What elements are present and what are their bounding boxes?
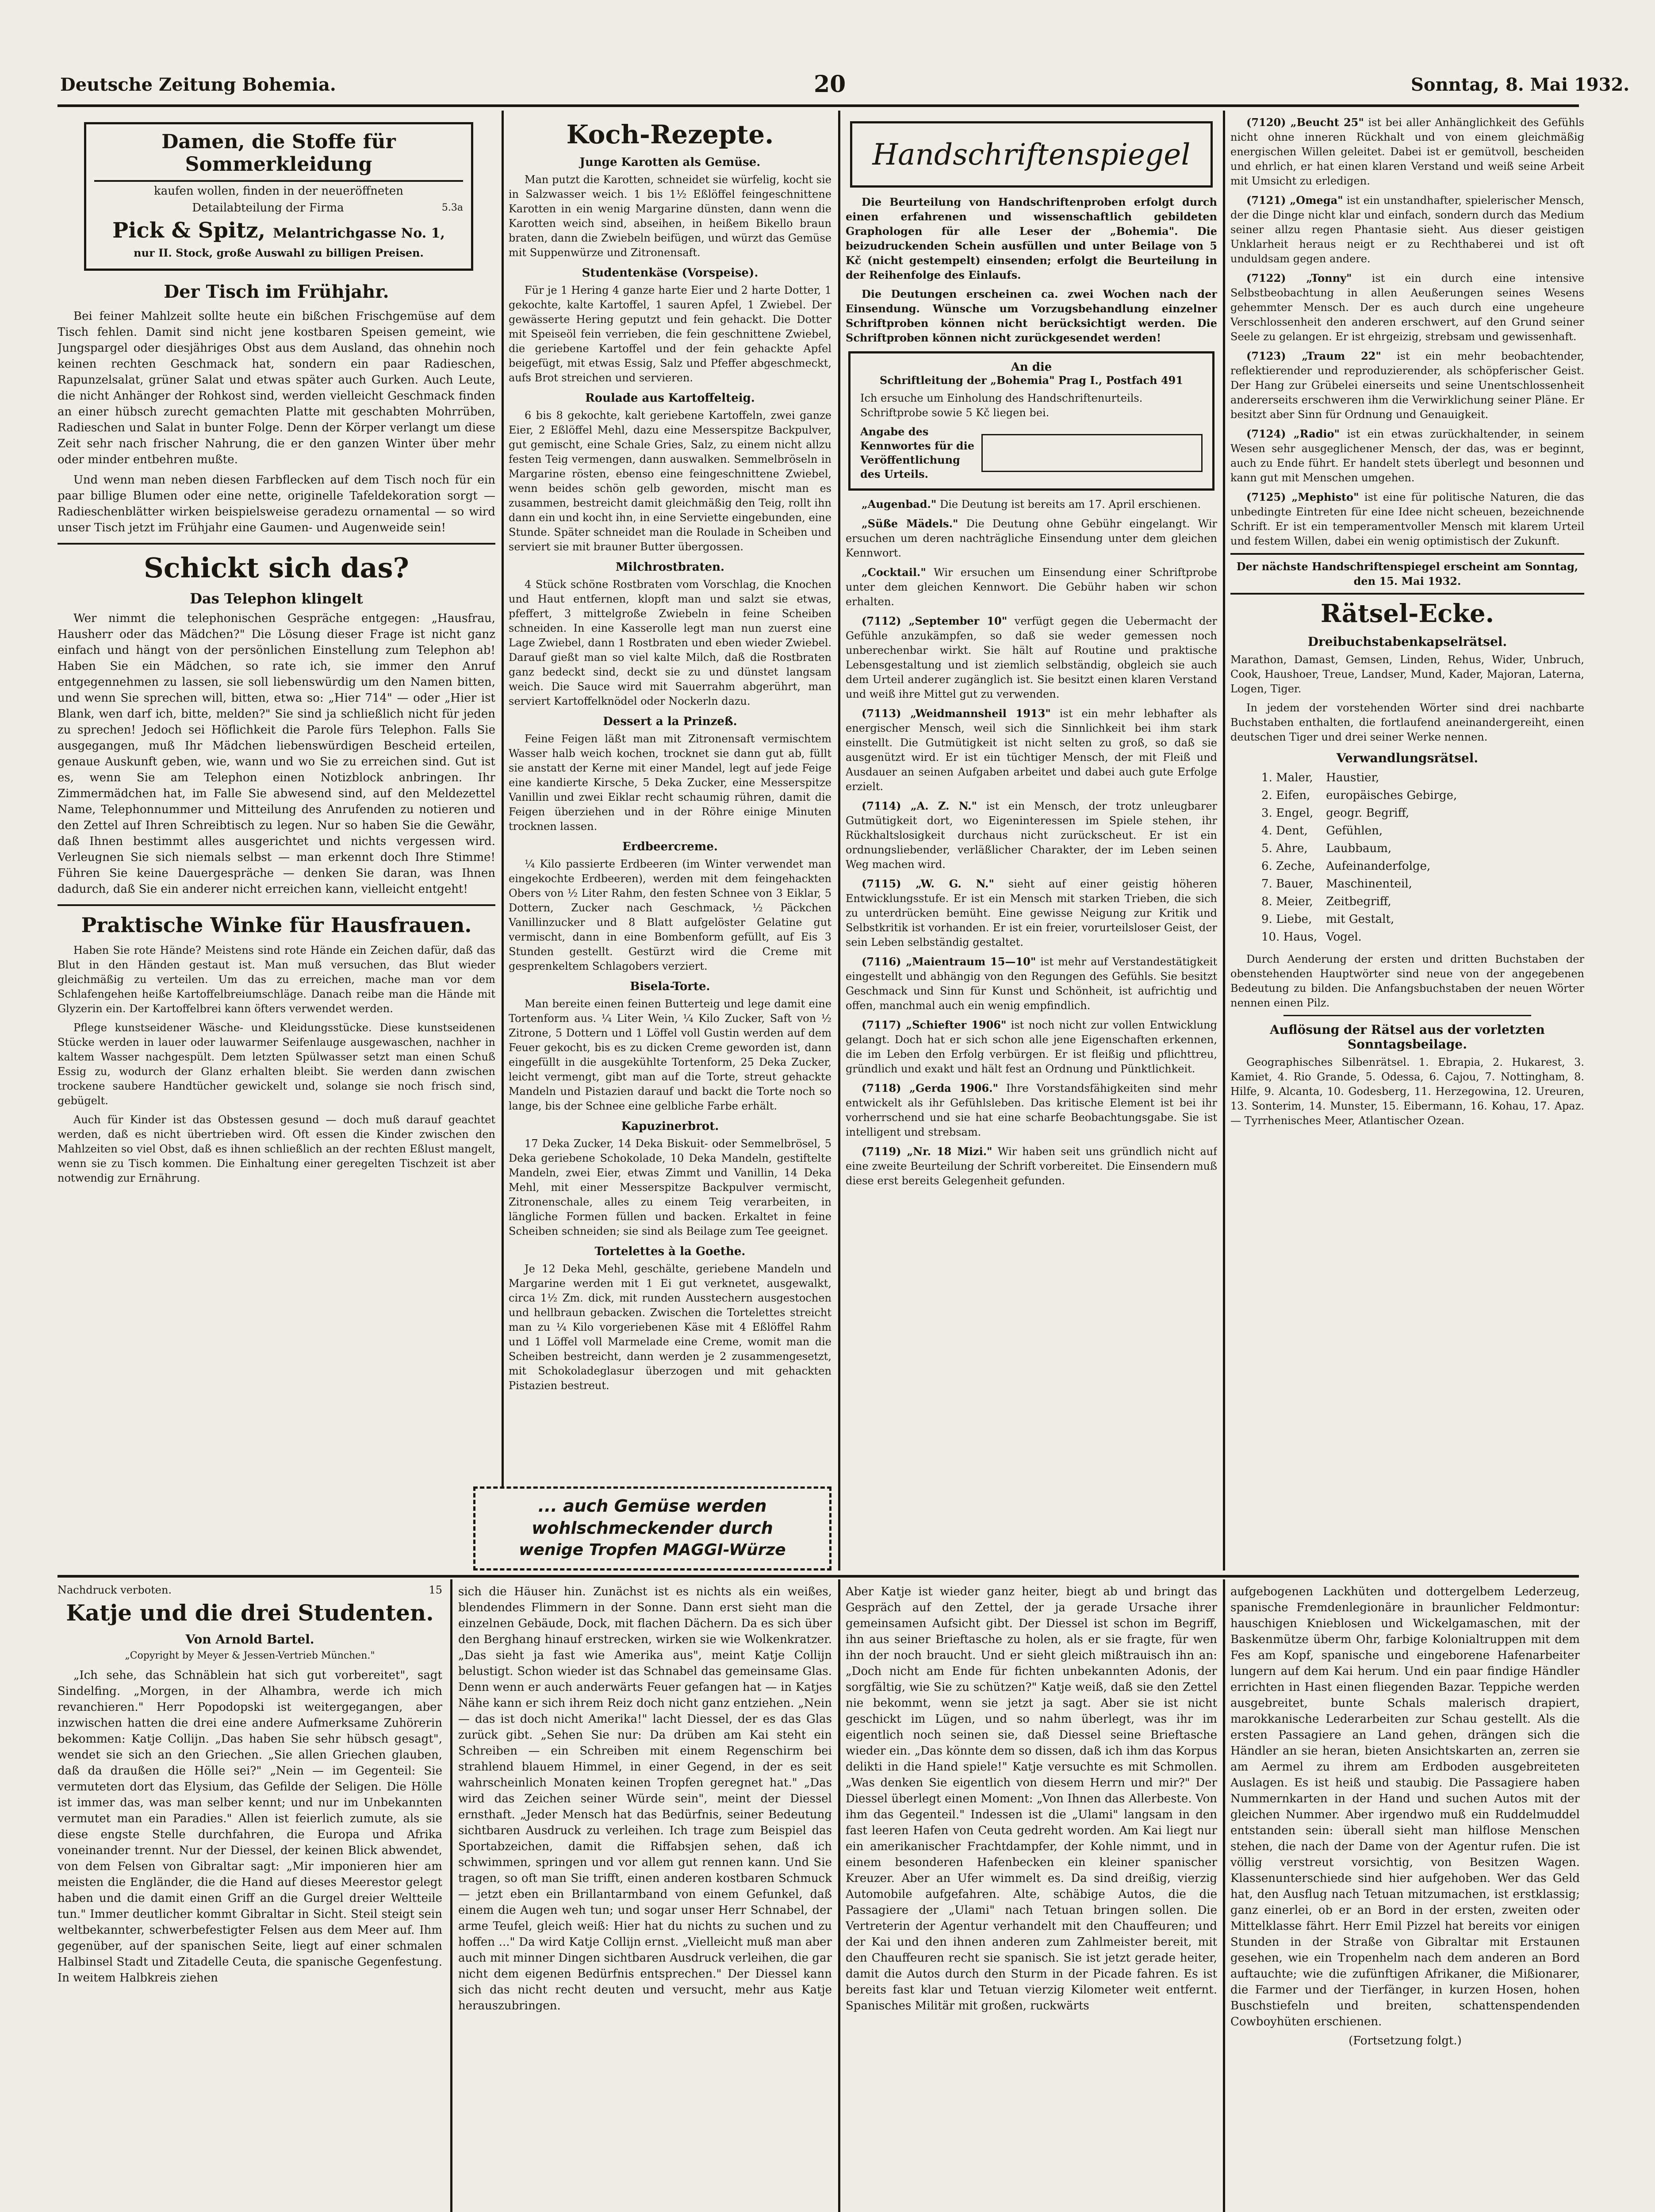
critique-text: ist ein mehr beobachtender, reflektierender und reproduzierender, als schöpferischer Geist. Der Hang zur Grübelei einerseits und seine Unentschlossenheit andererseits erschweren ihm die Verwirklichung seiner Pläne. Er besitzt aber Sinn für Ordnung und Genauigkeit. [1230,350,1584,421]
critique-label: (7120) „Beucht 25" [1246,116,1364,129]
recipe-6-title: Erdbeercreme. [622,840,718,853]
recipe-5-title: Dessert a la Prinzeß. [603,715,737,728]
critique-label: „Cocktail." [862,566,926,579]
recipe-2: Für je 1 Hering 4 ganze harte Eier und 2 harte Dotter, 1 gekochte, kalte Kartoffel, 1 sauren Apfel, 1 Zwiebel. Der gewässerte Hering geputzt und fein gehackt. Die Dotter mit Speiseöl fein verrieben, die fein geschnittene Zwiebel, die geriebene Kartoffel und der fein gehackte Apfel beigefügt, mit etwas Essig, Salz und Pfeffer abgeschmeckt, aufs Brot streichen und servieren. [509,284,831,384]
winke-title: Praktische Winke für Hausfrauen. [81,913,472,937]
recipes-title: Koch-Rezepte. [566,119,774,150]
fabric-ad-address: Melantrichgasse No. 1, [272,226,445,241]
meaning: Maschinenteil, [1326,877,1412,891]
coupon-field-box[interactable] [981,434,1203,472]
word: 6. Zeche, [1261,860,1315,873]
story-text-4: aufgebogenen Lackhüten und dottergelbem Lederzeug, spanische Fremdenlegionäre in braunlicher Feldmontur: hauschigen Knieblosen und Wickelgamaschen, mit der Baskenmütze überm Ohr, farbige Kolonialtruppen mit dem Fes am Kopf, spanische und eingeborene Hafenarbeiter lungern auf dem Kai herum. Und ein paar findige Händler errichten in Hast einen fliegenden Bazar. Teppiche werden ausgebreitet, bunte Schals malerisch drapiert, marokkanische Lederarbeiten zur Schau gestellt. Als die ersten Passagiere an Land gehen, drängen sich die Händler an sie heran, bieten Ansichtskarten an, zerren sie am Aermel zu ihrem am Erdboden ausgebreiteten Auslagen. Es ist heiß und staubig. Die Passagiere haben Nummernkarten in der Hand und suchen Autos mit der gleichen Nummer. Aber irgendwo muß ein Ruddelmuddel entstanden sein: überall sieht man hilflose Menschen stehen, die nach der Dame von der Agentur rufen. Die ist völlig verstreut vorsichtig, von Besitzen Wagen. Klassenunterschiede sind hier aufgehoben. Wer das Geld hat, den Ausflug nach Tetuan mitzumachen, ist erstklassig; ganz einerlei, ob er an Bord in der ersten, zweiten oder Mittelklasse fährt. Herr Emil Pizzel hat bereits vor einigen Stunden in der Straße von Gibraltar mit Erstaunen gesehen, wie ein Tropenhelm nach dem anderen an Bord auftauchte; wie die zufünftigen Afrikaner, die Mißionarer, die Farmer und der Tierfänger, in kurzen Hosen, hohen Buschstiefeln und breiten, schattenspendenden Cowboyhüten erschienen. [1230,1585,1580,2028]
paper-name: Deutsche Zeitung Bohemia. [60,74,336,95]
divider [1283,1015,1531,1016]
recipe-9-title: Tortelettes à la Goethe. [594,1245,746,1258]
spiegel-coupon [848,351,1214,491]
story-text-1: „Ich sehe, das Schnäblein hat sich gut vorbereitet", sagt Sindelfing. „Morgen, in der Alhambra, werde ich mich revanchieren." Herr Popodopski ist weitergegangen, aber inzwischen hatten die drei eine andere Aufmerksame Zuhörerin bekommen: Katje Collijn. „Das haben Sie sehr hübsch gesagt", wendet sie sich an den Griechen. „Sie allen Griechen glauben, daß da draußen die Hölle sei?" „Nein — im Gegenteil: Sie vermuteten dort das Elysium, das Gefilde der Seligen. Die Hölle ist immer das, was man selber kennt; und nur im Unbekannten vermutet man ein Paradies." Allen ist feierlich zumute, als sie diese engste Stelle durchfahren, die Europa und Afrika voneinander trennt. Nur der Diessel, der keinen Blick abwendet, von dem Felsen von Gibraltar sagt: „Mir imponieren hier am meisten die Engländer, die die Hand auf dieses Meerestor gelegt haben und die damit einen Griff an die Gurgel dreier Weltteile tun." Immer deutlicher kommt Gibraltar in Sicht. Steil steigt sein weltbekannter, schwerbefestigter Felsen aus dem Meer auf. Ihm gegenüber, auf der spanischen Seite, liegt auf einer schmalen Halbinsel Stadt und Zitadelle Ceuta, die spanische Gegenfestung. In weitem Halbkreis ziehen [57,1669,442,1985]
critique-label: (7114) „A. Z. N." [862,799,977,812]
word: 7. Bauer, [1261,877,1314,891]
raetsel-1-text: In jedem der vorstehenden Wörter sind drei nachbarte Buchstaben enthalten, die fortlaufend aneinandergereiht, einen deutschen Tiger und drei seiner Werke nennen. [1230,702,1584,743]
column-divider-3 [1223,111,1225,1571]
table-row [1261,910,1466,928]
critique-label: (7113) „Weidmannsheil 1913" [862,707,1051,720]
meaning: mit Gestalt, [1326,913,1394,926]
raetsel-2-title: Verwandlungsrätsel. [1336,751,1479,765]
fabric-ad-line1: kaufen wollen, finden in der neueröffneten [154,184,403,198]
story-author: Von Arnold Bartel. [185,1632,314,1647]
spiegel-intro2: Die Deutungen erscheinen ca. zwei Wochen nach der Einsendung. Wünsche um Vorzugsbehandlung einzelner Schriftproben können nicht berücksichtigt werden. Die Schriftproben können nicht zurückgesendet werden! [846,288,1217,344]
table-row [1261,893,1466,910]
spiegel-intro: Die Beurteilung von Handschriftenproben erfolgt durch einen erfahrenen und wissenschaftlich gebildeten Graphologen für alle Leser der „Bohemia". Die beizudruckenden Schein ausfüllen und unter Beilage von 5 Kč (nicht gestempelt) einsenden; erfolgt die Beurteilung in der Reihenfolge des Einlaufs. [846,196,1217,281]
recipe-7: Man bereite einen feinen Butterteig und lege damit eine Tortenform aus. ¼ Liter Wein, ¼ Kilo Zucker, Saft von ½ Zitrone, 5 Dottern und 1 Löffel voll Gustin werden auf dem Feuer gekocht, bis es zu dicken Creme geworden ist, dann eingefüllt in die ausgekühlte Tortenform, 25 Deka Zucker, leicht vermengt, gibt man auf die Torte, streut gehackte Mandeln und Pistazien darauf und backt die Torte noch so lange, bis der Schnee eine gelbliche Farbe erhält. [509,998,831,1112]
critique-label: (7123) „Traum 22" [1246,349,1381,362]
divider [1230,553,1584,555]
meaning: geogr. Begriff, [1326,806,1410,820]
issue-date: Sonntag, 8. Mai 1932. [1411,74,1630,95]
story-divider-1 [450,1579,452,2212]
fabric-ad-line2: Detailabteilung der Firma [192,201,344,215]
critique-text: ist ein etwas zurückhaltender, in seinem Wesen sehr ausgeglichener Mensch, der das, was er beginnt, auch zu Ende führt. Er handelt stets überlegt und besonnen und kann gut mit Menschen umgehen. [1230,428,1584,484]
maggi-line2: wohlschmeckender durch [532,1518,773,1538]
critique-label: (7125) „Mephisto" [1246,491,1359,503]
meaning: europäisches Gebirge, [1326,789,1457,802]
story-divider-3 [1223,1579,1225,2212]
table-row [1261,769,1466,787]
meaning: Zeitbegriff, [1326,895,1391,908]
recipe-7-title: Bisela-Torte. [630,980,710,993]
recipe-3: 6 bis 8 gekochte, kalt geriebene Kartoffeln, zwei ganze Eier, 2 Eßlöffel Mehl, dazu eine Messerspitze Backpulver, gut gemischt, eine Schale Gries, Salz, zu einem nicht allzu festen Teig vermengen, dann auswalken. Semmelbröseln in Margarine rösten, ebenso eine feingeschnittene Zwiebel, wenn beides schön gelb geworden, mischt man es zusammen, bestreicht damit gleichmäßig den Teig, rollt ihn dann ein und kocht ihn, in eine Serviette eingebunden, eine Stunde. Später schneidet man die Roulade in Scheiben und serviert sie mit brauner Butter übergossen. [509,409,831,553]
fabric-ad-firm: Pick & Spitz, [112,218,266,243]
column-divider-2 [838,111,840,1571]
critique-text: ist bei aller Anhänglichkeit des Gefühls nicht ohne inneren Rückhalt und von einem gleichmäßig energischen Willen geleitet. Dabei ist er gemütvoll, bescheiden und ehrlich, er hat einen klaren Verstand und weiß seine Arbeit mit Umsicht zu erledigen. [1230,116,1584,187]
winke-p3: Auch für Kinder ist das Obstessen gesund — doch muß darauf geachtet werden, daß es nicht übertrieben wird. Oft essen die Kinder zwischen den Mahlzeiten so viel Obst, daß es ihnen schließlich an der rechten Eßlust mangelt, wenn sie zu Tisch kommen. Die Einhaltung einer geregelten Tischzeit ist aber notwendig zur Ernährung. [57,1114,495,1184]
fabric-ad-line3: nur II. Stock, große Auswahl zu billigen Preisen. [134,246,424,259]
maggi-line3: wenige Tropfen MAGGI-Würze [519,1541,786,1559]
word: 2. Eifen, [1261,789,1310,802]
story-text-2: sich die Häuser hin. Zunächst ist es nichts als ein weißes, blendendes Flimmern in der Sonne. Dann erst sieht man die einzelnen Gebäude, Dock, mit flachen Dächern. Da es sich über den Berghang hinauf erstrecken, wirken sie wie Wolkenkratzer. „Das sieht ja fast wie Amerika aus", meint Katje Collijn belustigt. Schon wieder ist das Schnabel das gemeinsame Glas. Denn wenn er auch anderwärts Feuer gefangen hat — in Katjes Nähe kann er sich ihrem Reiz doch nicht ganz entziehen. „Nein — das ist doch nicht Amerika!" lacht Diessel, der es das Glas zurück gibt. „Sehen Sie nur: Da drüben am Kai steht ein Schreiben — ein Schreiben mit einem Regenschirm bei strahlend blauem Himmel, in einer Gegend, in der es seit wahrscheinlich Monaten keinen Tropfen geregnet hat." „Das wird das Zeichen seiner Würde sein", meint der Diessel ernsthaft. „Jeder Mensch hat das Bedürfnis, seiner Bedeutung sichtbaren Ausdruck zu verleihen. Ich trage zum Beispiel das Sportabzeichen, damit die Riffabsjen sehen, daß ich schwimmen, springen und vor allem gut rennen kann. Und Sie tragen, so oft man Sie trifft, einen anderen kostbaren Schmuck — jetzt eben ein Brillantarmband von einem Gefunkel, daß einem die Augen weh tun; und sogar unser Herr Schnabel, der arme Teufel, gleich weiß: Hier hat du nichts zu suchen und zu hoffen ..." Da wird Katje Collijn ernst. „Vielleicht muß man aber auch mit minner Dingen sichtbaren Ausdruck verleihen, die gar nicht dem eigenen Bedürfnis entsprechen." Der Diessel kann sich das nicht recht deuten und versucht, mehr aus Katje herauszubringen. [458,1585,832,2012]
critique-text: ist mehr auf Verstandestätigkeit eingestellt und abhängig von den Regungen des Gefühls. Sie besitzt Geschmack und Sinn für Kunst und Schönheit, ist aufrichtig und offen, manchmal auch ein wenig empfindlich. [846,956,1217,1012]
winke-p1: Haben Sie rote Hände? Meistens sind rote Hände ein Zeichen dafür, daß das Blut in den Händen gestaut ist. Man muß versuchen, das Blut wieder gleichmäßig zu verteilen. Um das zu erreichen, mache man vor dem Schlafengehen heiße Kartoffelbreiumschläge. Danach reibe man die Hände mit Glyzerin ein. Der Kartoffelbrei kann öfters verwendet werden. [57,944,495,1015]
maggi-ad [473,1486,831,1571]
winke-p2: Pflege kunstseidener Wäsche- und Kleidungsstücke. Diese kunstseidenen Stücke werden in lauer oder lauwarmer Seifenlauge ausgewaschen, nachher in kaltem Wasser nachgespült. Dem letzten Spülwasser setzt man einen Schuß Essig zu, wodurch der Glanz erhalten bleibt. Sie werden dann zwischen trockene saubere Handtücher gewickelt und, solange sie noch frisch sind, gebügelt. [57,1022,495,1107]
word: 3. Engel, [1261,806,1314,820]
critique-text: ist eine für politische Naturen, die das unbedingte Eintreten für eine Idee nicht scheuen, bezeichnende Schrift. Er ist ein temperamentvoller Mensch mit klarem Urteil und festem Willen, dabei ein wenig optimistisch der Zukunft. [1230,491,1584,547]
table-row [1261,928,1466,946]
telefon-p1: Wer nimmt die telephonischen Gespräche entgegen: „Hausfrau, Hausherr oder das Mädchen?" Die Lösung dieser Frage ist nicht ganz einfach und hängt von der persönlichen Einstellung zum Telephon ab! Haben Sie ein Mädchen, so rate ich, sie immer den Anruf entgegennehmen zu lassen, sie soll liebenswürdig um den Namen bitten, und wenn Sie sprechen will, bitten, etwa so: „Hier 714" — oder „Hier ist Blank, wen darf ich, bitte, melden?" Sie sind ja schließlich nicht für jeden zu sprechen! Jedoch sei Höflichkeit die Parole fürs Telephon. Falls Sie ausgegangen, muß Ihr Mädchen liebenswürdigen Bescheid erteilen, genaue Auskunft geben, wie, wann und wo Sie zu erreichen sind. Gut ist es, wenn Sie am Telephon einen Notizblock anbringen. Ihr Zimmermädchen hat, im Falle Sie abwesend sind, auf den Meldezettel Name, Telephonnummer und Mitteilung des Anrufenden zu notieren und den Zettel auf Ihren Schreibtisch zu legen. Nur so haben Sie die Gewähr, daß Ihnen bestimmt alles ausgerichtet und nichts vergessen wird. Verleugnen Sie sich niemals selbst — man erkennt doch Ihre Stimme! Führen Sie keine Dauergespräche — denken Sie daran, was Ihnen dadurch, daß Sie ein anderer nicht erreichen kann, vielleicht entgeht! [57,612,495,896]
critique-label: (7112) „September 10" [862,614,1008,627]
critique-text: ist ein mehr lebhafter als energischer Mensch, weil sich die Sinnlichkeit bei ihm stark einstellt. Die Gutmütigkeit ist nicht selten zu groß, so daß sie ausgenützt wird. Er ist ein tüchtiger Mensch, der mit Fleiß und Ausdauer an seinen Aufgaben arbeitet und dabei auch gute Erfolge erzielt. [846,707,1217,793]
recipe-8: 17 Deka Zucker, 14 Deka Biskuit- oder Semmelbrösel, 5 Deka geriebene Schokolade, 10 Deka Mandeln, gestiftelte Mandeln, zwei Eier, etwas Zimmt und Vanillin, 14 Deka Mehl, mit einer Messerspitze Backpulver vermischt, Zitronenschale, alles zu einem Teig verarbeiten, in längliche Formen füllen und backen. Erkaltet in feine Scheiben schneiden; sie sind als Beilage zum Tee geeignet. [509,1137,831,1237]
word: 1. Maler, [1261,771,1313,784]
recipe-8-title: Kapuzinerbrot. [621,1120,719,1133]
critique-text: Ihre Vorstandsfähigkeiten sind mehr entwickelt als ihr Gefühlsleben. Das kritische Element ist bei ihr vorherrschend und sie hat eine scharfe Beobachtungsgabe. Sie ist intelligent und strebsam. [846,1082,1217,1138]
critique-text: Die Deutung ohne Gebühr eingelangt. Wir ersuchen um deren nachträgliche Einsendung unter dem gleichen Kennwort. [846,518,1217,559]
story-continued: (Fortsetzung folgt.) [1349,2034,1462,2047]
critique-label: (7119) „Nr. 18 Mizi." [862,1145,992,1158]
word: 5. Ahre, [1261,842,1308,855]
table-row [1261,857,1466,875]
critique-text: Wir ersuchen um Einsendung einer Schriftprobe unter dem gleichen Kennwort. Die Gebühr haben wir schon erhalten. [846,566,1217,608]
table-row [1261,840,1466,857]
fabric-ad [84,122,473,271]
column-3 [846,115,1217,1571]
word: 9. Liebe, [1261,913,1312,926]
table-row [1261,804,1466,822]
table-row [1261,787,1466,804]
spiegel-title: Handschriftenspiegel [872,137,1191,172]
spiegel-title-box [850,121,1213,188]
table-row [1261,875,1466,893]
column-divider-1 [502,111,504,1571]
coupon-field-label: Angabe des Kennwortes für die Veröffentlichung des Urteils. [860,425,974,480]
divider [57,543,495,545]
story-title: Katje und die drei Studenten. [66,1600,434,1626]
recipe-4: 4 Stück schöne Rostbraten vom Vorschlag, die Knochen und Haut entfernen, klopft man und salzt sie etwas, pfeffert, 3 mittelgroße Zwiebeln in feine Scheiben schneiden. In eine Kasserolle legt man nun zuerst eine Lage Zwiebel, dann 1 Rostbraten und eben wieder Zwiebel. Darauf gießt man so viel kalte Milch, daß die Rostbraten ganz bedeckt sind, deckt sie zu und dünstet langsam weich. Die Sauce wird mit Sauerrahm abgerührt, man serviert Kartoffelknödel oder Nockerln dazu. [509,578,831,707]
story-divider-2 [838,1579,840,2212]
word: 4. Dent, [1261,824,1308,837]
column-1 [57,115,495,1571]
raetsel-1-words: Marathon, Damast, Gemsen, Linden, Rehus, Wider, Unbruch, Cook, Haushoer, Treue, Landser, Mund, Kader, Majoran, Laterna, Logen, Tiger. [1230,653,1584,695]
critique-label: (7117) „Schiefter 1906" [862,1018,1007,1031]
header-rule [57,104,1579,107]
recipe-2-title: Studentenkäse (Vorspeise). [582,266,759,280]
telefon-title: Schickt sich das? [144,552,409,584]
word: 8. Meier, [1261,895,1313,908]
meaning: Gefühlen, [1326,824,1383,837]
telefon-subtitle: Das Telephon klingelt [190,590,363,607]
table-row [1261,822,1466,840]
recipe-4-title: Milchrostbraten. [615,561,725,574]
coupon-to: An die [1011,361,1052,374]
critique-text: ist ein unstandhafter, spielerischer Mensch, der die Dinge nicht klar und einfach, sondern durch das Medium seiner allzu regen Phantasie sieht. Aus dieser geistigen Unklarheit heraus neigt er zu Rechthaberei und ist oft unduldsam gegen andere. [1230,194,1584,265]
critique-text: ist noch nicht zur vollen Entwicklung gelangt. Doch hat er sich schon alle jene Eigenschaften erkennen, die im Leben den Erfolg verbürgen. Er ist fleißig und pflichttreu, gründlich und exakt und hält fest an Ordnung und Pünktlichkeit. [846,1019,1217,1075]
story-notice: Nachdruck verboten. [57,1584,172,1596]
recipe-9: Je 12 Deka Mehl, geschälte, geriebene Mandeln und Margarine werden mit 1 Ei gut verknetet, ausgewalkt, circa 1½ Zm. dick, mit runden Ausstechern ausgestochen und hellbraun gebacken. Zwischen die Tortelettes streicht man zu ¼ Kilo vorgeriebenen Käse mit 4 Eßlöffel Rahm und 1 Löffel voll Marmelade eine Creme, womit man die Scheiben bestreicht, dann werden je 2 zusammengesetzt, mit Schokoladeglasur überzogen und mit gehackten Pistazien bestreut. [509,1263,831,1392]
meaning: Vogel. [1326,930,1362,944]
raetsel-1-title: Dreibuchstabenkapselrätsel. [1307,634,1507,649]
critique-label: (7121) „Omega" [1246,194,1343,207]
recipe-3-title: Roulade aus Kartoffelteig. [585,392,755,405]
word: 10. Haus, [1261,930,1318,944]
critique-label: (7115) „W. G. N." [862,877,994,890]
fruehjahr-p1: Bei feiner Mahlzeit sollte heute ein bißchen Frischgemüse auf dem Tisch fehlen. Damit sind nicht jene kostbaren Speisen gemeint, wie Jungspargel oder diesjähriges Obst aus dem Ausland, das ohnehin noch keinen rechten Geschmack hat, sondern ein paar Radieschen, Rapunzelsalat, grüner Salat und etwas später auch Gurken. Auch Leute, die nicht Anhänger der Rohkost sind, werden vielleicht Geschmack finden an einer hübsch zurecht gemachten Platte mit geschabten Mohrrüben, Radieschen und Salat in bunter Folge. Denn der Körper verlangt um diese Zeit sehr nach frischer Nahrung, die er den ganzen Winter über mehr oder minder entbehren mußte. [57,310,495,466]
critique-label: „Süße Mädels." [862,517,958,530]
critique-text: Wir haben seit uns gründlich nicht auf eine zweite Beurteilung der Schrift vorbereitet. Die Einsendern muß diese erst bereits Gelegenheit gefunden. [846,1145,1217,1187]
divider [57,904,495,906]
story-column-1 [57,1584,442,2212]
column-4 [1230,115,1584,1571]
recipe-5: Feine Feigen läßt man mit Zitronensaft vermischtem Wasser halb weich kochen, trocknet sie dann gut ab, füllt sie anstatt der Kerne mit einer Mandel, legt auf jede Feige eine kandierte Kirsche, 5 Deka Zucker, eine Messerspitze Vanillin und zwei Eiklar recht schaumig rühren, damit die Feigen überziehen und in der Röhre einige Minuten trocknen lassen. [509,733,831,833]
solution-text: Geographisches Silbenrätsel. 1. Ebrapia, 2. Hukarest, 3. Kamiet, 4. Rio Grande, 5. Odessa, 6. Cajou, 7. Nottingham, 8. Hilfe, 9. Alcanta, 10. Godesberg, 11. Herzegowina, 12. Ureuren, 13. Sonterim, 14. Munster, 15. Eibermann, 16. Kohau, 17. Apaz. — Tyrrhenisches Meer, Atlantischer Ozean. [1230,1056,1584,1127]
page-number: 20 [814,71,846,98]
coupon-address: Schriftleitung der „Bohemia" Prag I., Postfach 491 [879,374,1184,387]
verwandlung-table [1261,769,1466,946]
solution-title: Auflösung der Rätsel aus der vorletzten Sonntagsbeilage. [1270,1022,1545,1052]
critique-text: verfügt gegen die Uebermacht der Gefühle anzukämpfen, so daß sie weder gemessen noch unberechenbar wirkt. Sie hält auf Routine und praktische Lebensgestaltung und ist ziemlich selbständig, obgleich sie auch dem Urteil anderer zugänglich ist. Sie besitzt einen klaren Verstand und weiß ihre Mittel gut zu verwenden. [846,615,1217,700]
spiegel-next-notice: Der nächste Handschriftenspiegel erscheint am Sonntag, den 15. Mai 1932. [1236,560,1578,588]
divider [1230,593,1584,595]
raetsel-title: Rätsel-Ecke. [1320,599,1494,628]
story-copyright: „Copyright by Meyer & Jessen-Vertrieb München." [125,1650,375,1661]
story-column-2 [458,1584,832,2212]
critique-label: (7124) „Radio" [1246,427,1340,440]
raetsel-2-text: Durch Aenderung der ersten und dritten Buchstaben der obenstehenden Hauptwörter sind neue von der angegebenen Bedeutung zu bilden. Die Anfangsbuchstaben der neuen Wörter nennen einen Pilz. [1230,953,1584,1009]
fabric-ad-code: 5.3a [441,202,463,213]
critique-text: sieht auf einer geistig höheren Entwicklungsstufe. Er ist ein Mensch mit starken Trieben, die sich zu unterdrücken bemüht. Eine gewisse Neigung zur Kritik und Selbstkritik ist vorhanden. Er ist ein freier, vorurteilsloser Geist, der sein Leben selbständig gestaltet. [846,878,1217,949]
story-text-3: Aber Katje ist wieder ganz heiter, biegt ab und bringt das Gespräch auf den Zettel, der ja gerade Ursache ihrer gemeinsamen Aufsicht gibt. Der Diessel ist schon im Begriff, ihn aus seiner Brieftasche zu holen, als er sie fragte, für wen ihn der noch braucht. Und er sieht gleich mißtrauisch ihn an: „Doch nicht am Ende für fichten unbekannten Adonis, der sorgfältig, wie Sie zu schützen?" Katje weiß, daß sie den Zettel nie bekommt, wenn sie jetzt ja sagt. Aber sie ist nicht geschickt im Lügen, und so nahm überlegt, was ihr im eigentlich noch seinen sie, daß Diessel seine Brieftasche wieder ein. „Das könnte dem so dissen, daß ich ihm das Korpus delikti in die Hand spiele!" Katje versuchte es mit Schmollen. „Was denken Sie eigentlich von diesem Herrn und mir?" Der Diessel überlegt einen Moment: „Von Ihnen das Allerbeste. Von ihm das Gegenteil." Indessen ist die „Ulami" langsam in den fast leeren Hafen von Ceuta gedreht worden. Am Kai liegt nur ein amerikanischer Frachtdampfer, der Kohle nimmt, und in einem besonderen Hafenbecken ein kleiner spanischer Kreuzer. Aber an Ufer wimmelt es. Da sind dreißig, vierzig Automobile aufgefahren. Alte, schäbige Autos, die die Passagiere der „Ulami" nach Tetuan bringen sollen. Die Vertreterin der Agentur verhandelt mit den Chauffeuren; und der Kai und den ihnen anderen zum Zahlmeister bereit, mit den Chauffeuren recht sie spanisch. Sie ist jetzt gerade heiter, damit die Autos durch den Sturm in der Picade fahren. Es ist bereits fast klar und Tetuan vierzig Kilometer weit entfernt. Spanisches Militär mit großen, ruckwärts [846,1585,1217,2012]
meaning: Aufeinanderfolge, [1326,860,1431,873]
critique-label: (7118) „Gerda 1906." [862,1082,999,1094]
critique-text: ist ein Mensch, der trotz unleugbarer Gutmütigkeit dort, wo Eigeninteressen im Spiele stehen, ihr Rückhaltslosigkeit durchaus nicht zurückscheut. Er ist ein ordnungsliebender, verläßlicher Charakter, der im Leben seinen Weg machen wird. [846,800,1217,871]
meaning: Haustier, [1326,771,1379,784]
critique-label: (7116) „Maientraum 15—10" [862,955,1036,968]
recipe-1: Man putzt die Karotten, schneidet sie würfelig, kocht sie in Salzwasser weich. 1 bis 1½ Eßlöffel feingeschnittene Karotten in ein wenig Margarine dünsten, dann wenn die Karotten weich sind, abseihen, in heißem Bikello braun braten, dann die Zwiebeln beifügen, und würzt das Gemüse mit Suppenwürze und Zitronensaft. [509,173,831,259]
fruehjahr-p2: Und wenn man neben diesen Farbflecken auf dem Tisch noch für ein paar billige Blumen oder eine nette, originelle Tafeldekoration sorgt — Radieschenblätter wirken beispielsweise geradezu ornamental — so wird unser Tisch jetzt im Frühjahr eine Gaumen- und Augenweide sein! [57,473,495,534]
critique-text: Die Deutung ist bereits am 17. April erschienen. [940,498,1201,511]
fruehjahr-title: Der Tisch im Frühjahr. [164,281,389,302]
critique-text: ist ein durch eine intensive Selbstbeobachtung in allen Aeußerungen seines Wesens gehemmter Mensch. Der es auch durch eine ungeheure Verschlossenheit den anderen erschwert, auf den Grund seiner Seele zu gelangen. Er ist ehrgeizig, strebsam und gewissenhaft. [1230,272,1584,343]
critique-label: (7122) „Tonny" [1246,272,1352,284]
recipe-6: ¼ Kilo passierte Erdbeeren (im Winter verwendet man eingekochte Erdbeeren), werden mit dem feingehackten Obers von ½ Liter Rahm, den festen Schnee von 3 Eiklar, 5 Dottern, Zucker nach Geschmack, ½ Päckchen Vanillinzucker und 8 Blatt aufgelöster Gelatine gut vermischt, dann in eine Bombenform gefüllt, auf Eis 3 Stunden gestellt. Gestürzt wird die Creme mit gesprenkeltem Schlagobers verziert. [509,858,831,972]
meaning: Laubbaum, [1326,842,1392,855]
fabric-ad-title: Damen, die Stoffe für Sommerkleidung [94,131,463,182]
critique-label: „Augenbad." [862,498,937,511]
story-top-rule [57,1575,1579,1578]
coupon-text: Ich ersuche um Einholung des Handschriftenurteils. Schriftprobe sowie 5 Kč liegen bei. [860,392,1143,419]
maggi-line1: ... auch Gemüse werden [538,1496,767,1516]
recipe-1-title: Junge Karotten als Gemüse. [579,156,761,169]
story-column-4 [1230,1584,1580,2212]
story-column-3 [846,1584,1217,2212]
story-notice-num: 15 [429,1584,442,1596]
column-2 [509,115,831,1571]
